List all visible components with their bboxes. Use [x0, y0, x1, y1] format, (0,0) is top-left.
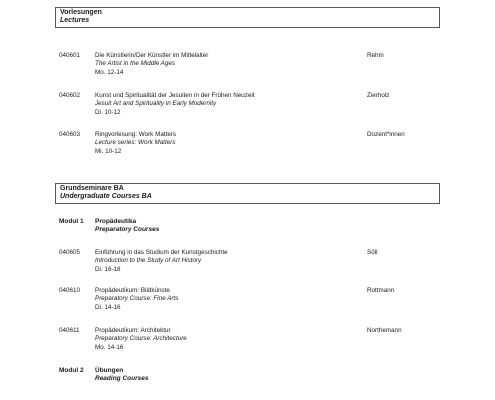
- course-lecturer: Northemann: [367, 327, 402, 334]
- module-subtitle: Reading Courses: [95, 375, 149, 383]
- course-subtitle: Introduction to the Study of Art History: [95, 257, 202, 265]
- module-number: Modul 2: [59, 367, 84, 374]
- course-time: Mo. 12-14: [95, 68, 124, 76]
- course-title: Propädeutikum: Architektur: [95, 327, 171, 334]
- course-time: Mi. 10-12: [95, 147, 122, 155]
- course-title: Kunst und Spiritualität der Jesuiten in der Frühen Neuzeit: [95, 92, 255, 99]
- course-lecturer: Söll: [367, 249, 378, 256]
- course-code: 040603: [59, 131, 81, 138]
- section-header-lectures: [55, 7, 440, 28]
- course-title: Die Künstlerin/Der Künstler im Mittelalter: [95, 52, 209, 59]
- course-time: Mo. 14-16: [95, 343, 124, 351]
- course-title: Einführung in das Studium der Kunstgeschichte: [95, 249, 228, 256]
- section-title: Grundseminare BA: [60, 185, 124, 192]
- module-title: Übungen: [95, 367, 124, 374]
- course-subtitle: Jesuit Art and Spirituality in Early Modernity: [95, 100, 217, 108]
- course-subtitle: Preparatory Course: Fine Arts: [95, 295, 179, 303]
- course-code: 040610: [59, 287, 81, 294]
- course-lecturer: Zierholz: [367, 92, 390, 99]
- section-subtitle: Lectures: [60, 17, 90, 24]
- course-code: 040601: [59, 52, 81, 59]
- course-subtitle: Lecture series: Work Matters: [95, 139, 176, 147]
- module-subtitle: Preparatory Courses: [95, 226, 160, 234]
- course-title: Ringvorlesung: Work Matters: [95, 131, 177, 138]
- course-time: Di. 10-12: [95, 108, 121, 116]
- course-time: Di. 16-18: [95, 265, 121, 273]
- course-lecturer: Rottmann: [367, 287, 395, 294]
- course-lecturer: Dozent*innen: [367, 131, 405, 138]
- module-title: Propädeutika: [95, 218, 137, 225]
- course-title: Propädeutikum: Bildkünste: [95, 287, 170, 294]
- module-number: Modul 1: [59, 218, 84, 225]
- course-time: Di. 14-16: [95, 303, 121, 311]
- section-header-undergraduate: [55, 183, 440, 204]
- course-code: 040605: [59, 249, 81, 256]
- course-subtitle: The Artist in the Middle Ages: [95, 60, 176, 68]
- course-code: 040602: [59, 92, 81, 99]
- section-title: Vorlesungen: [60, 9, 102, 16]
- course-code: 040611: [59, 327, 80, 334]
- course-subtitle: Preparatory Course: Architecture: [95, 335, 187, 343]
- course-lecturer: Rehm: [367, 52, 384, 59]
- section-subtitle: Undergraduate Courses BA: [60, 193, 152, 200]
